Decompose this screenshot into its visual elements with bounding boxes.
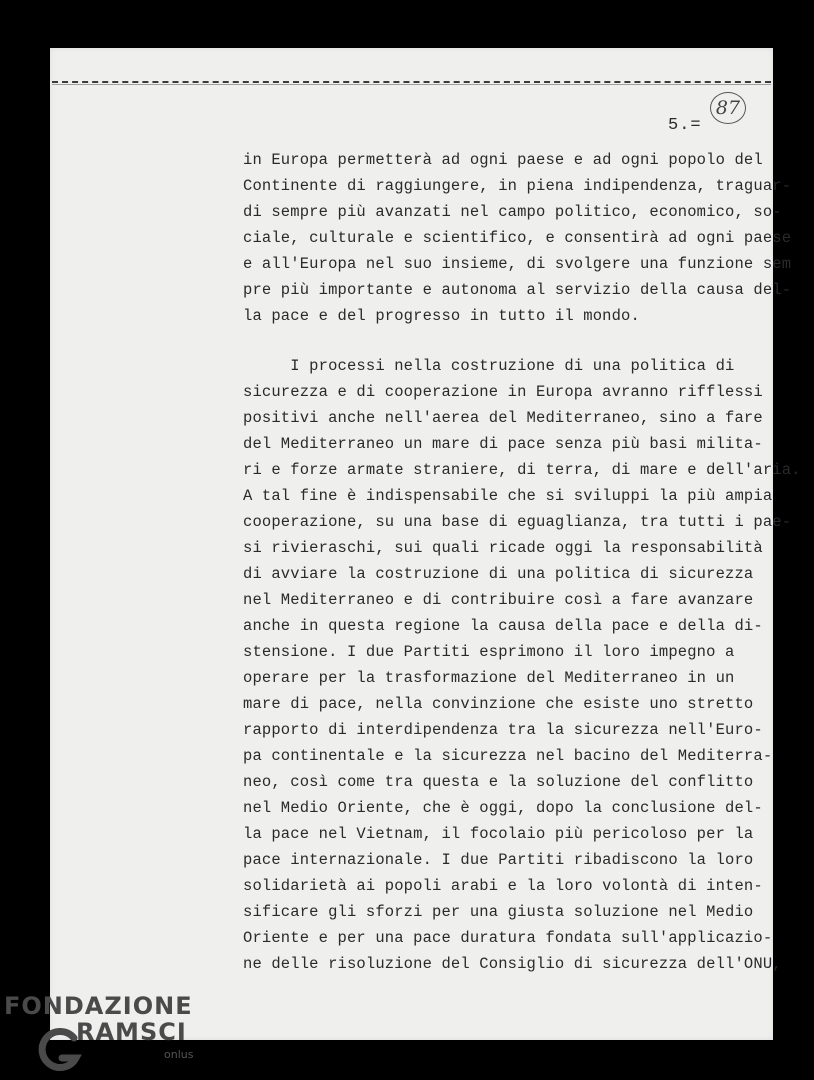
text-line: I processi nella costruzione di una politica di [243,357,735,375]
text-line: mare di pace, nella convinzione che esiste uno stretto [243,695,754,713]
text-line: di avviare la costruzione di una politica di sicurezza [243,565,754,583]
paragraph-2 [243,353,801,977]
page-number: 5.= [668,116,702,135]
text-line: di sempre più avanzati nel campo politico, economico, so- [243,203,782,221]
text-line: pa continentale e la sicurezza nel bacino del Mediterra- [243,747,773,765]
archive-number-circled: 87 [710,92,746,124]
text-line: ciale, culturale e scientifico, e consentirà ad ogni paese [243,229,792,247]
text-line: pre più importante e autonoma al servizio della causa del- [243,281,792,299]
text-line: positivi anche nell'aerea del Mediterraneo, sino a fare [243,409,763,427]
text-line: sicurezza e di cooperazione in Europa avranno rifflessi [243,383,763,401]
text-line: anche in questa regione la causa della pace e della di- [243,617,763,635]
gramsci-g-logo-icon [34,1028,82,1072]
text-line: pace internazionale. I due Partiti ribadiscono la loro [243,851,754,869]
text-line: la pace e del progresso in tutto il mondo. [243,307,640,325]
text-line: e all'Europa nel suo insieme, di svolgere una funzione sem [243,255,792,273]
text-line: nel Mediterraneo e di contribuire così a fare avanzare [243,591,754,609]
watermark-title: FONDAZIONE [4,992,193,1020]
text-line: la pace nel Vietnam, il focolaio più pericoloso per la [243,825,754,843]
text-line: rapporto di interdipendenza tra la sicurezza nell'Euro- [243,721,763,739]
text-line: stensione. I due Partiti esprimono il loro impegno a [243,643,735,661]
fondazione-gramsci-watermark [4,990,234,1080]
text-line: Continente di raggiungere, in piena indipendenza, traguar- [243,177,792,195]
text-line: operare per la trasformazione del Mediterraneo in un [243,669,735,687]
text-line: in Europa permetterà ad ogni paese e ad ogni popolo del [243,151,763,169]
top-rule-shadow [52,84,771,85]
text-line: A tal fine è indispensabile che si sviluppi la più ampia [243,487,773,505]
top-rule [52,81,771,83]
text-line: del Mediterraneo un mare di pace senza più basi milita- [243,435,763,453]
paragraph-1 [243,147,792,329]
text-line: sificare gli sforzi per una giusta soluzione nel Medio [243,903,754,921]
watermark-onlus: onlus [164,1048,194,1061]
text-line: neo, così come tra questa e la soluzione del conflitto [243,773,754,791]
text-line: Oriente e per una pace duratura fondata sull'applicazio- [243,929,773,947]
document-page [50,48,801,1040]
text-line: cooperazione, su una base di eguaglianza, tra tutti i pae- [243,513,792,531]
text-line: nel Medio Oriente, che è oggi, dopo la conclusione del- [243,799,763,817]
text-line: ne delle risoluzione del Consiglio di sicurezza dell'ONU, [243,955,782,973]
text-line: solidarietà ai popoli arabi e la loro volontà di inten- [243,877,763,895]
text-line: ri e forze armate straniere, di terra, di mare e dell'aria. [243,461,801,479]
watermark-subtitle: RAMSCI [76,1018,187,1046]
text-line: si rivieraschi, sui quali ricade oggi la responsabilità [243,539,763,557]
